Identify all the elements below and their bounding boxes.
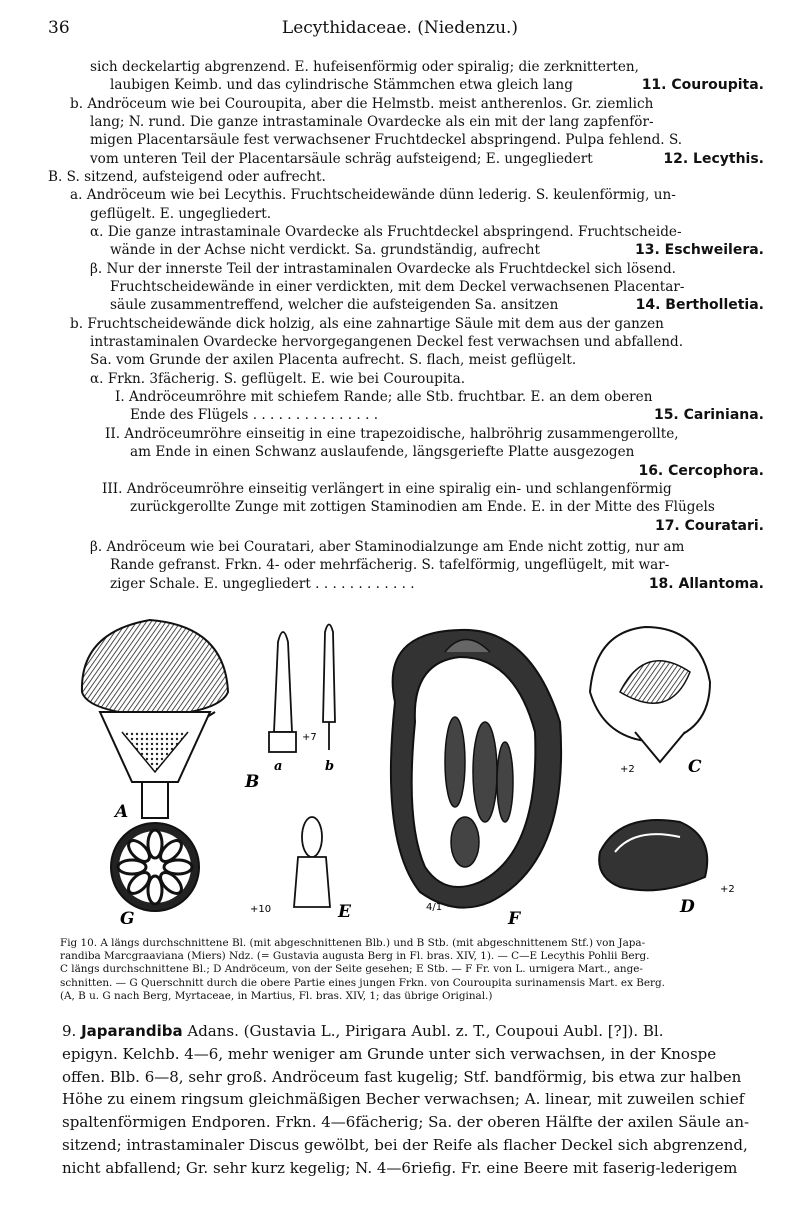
key-line: lang; N. rund. Die ganze intrastaminale Ovardecke als ein mit der lang zapfenför- xyxy=(90,114,654,130)
key-line: migen Placentarsäule fest verwachsener Fruchtdeckel abspringend. Pulpa fehlend. S. xyxy=(90,132,683,148)
key-line: III. Andröceumröhre einseitig verlängert in eine spiralig ein- und schlangenförmig xyxy=(102,481,672,497)
key-line: b. Andröceum wie bei Couroupita, aber die Helmstb. meist antherenlos. Gr. ziemlich xyxy=(70,96,654,112)
label-a: a xyxy=(274,759,283,774)
label-G: G xyxy=(120,909,135,929)
body-line: epigyn. Kelchb. 4—6, mehr weniger am Grunde unter sich verwachsen, in der Knospe xyxy=(62,1044,717,1063)
body-line: spaltenförmigen Endporen. Frkn. 4—6fächerig; Sa. der oberen Hälfte der axilen Säule an- xyxy=(62,1113,750,1132)
key-line: zurückgerollte Zunge mit zottigen Staminodien am Ende. E. in der Mitte des Flügels xyxy=(130,499,715,515)
figure-caption xyxy=(60,937,764,1003)
mag-F: 4/1 xyxy=(426,902,443,913)
genus-description xyxy=(62,1020,764,1180)
page-header xyxy=(30,18,770,42)
body-line: Höhe zu einem ringsum gleichmäßigen Becher verwachsen; A. linear, mit zuweilen schief xyxy=(62,1090,745,1109)
mag-C: +2 xyxy=(620,764,635,775)
mag-D: +2 xyxy=(720,884,735,895)
page-number: 36 xyxy=(48,18,70,38)
key-genus-number: 16. Cercophora. xyxy=(638,463,764,479)
caption-line: randiba Marcgraaviana (Miers) Ndz. (= Gustavia augusta Berg in Fl. bras. XIV, 1). — C—E Lecythis Pohlii Berg. xyxy=(60,950,650,963)
body-line-first xyxy=(62,1020,764,1043)
key-line: Rande gefranst. Frkn. 4- oder mehrfächerig. S. tafelförmig, ungeflügelt, mit war- xyxy=(110,557,670,573)
figure-F-fruit xyxy=(391,630,561,908)
key-genus-number: 17. Couratari. xyxy=(654,518,764,534)
key-genus-number: 11. Couroupita. xyxy=(641,77,764,93)
label-C: C xyxy=(688,757,702,777)
body-line: nicht abfallend; Gr. sehr kurz kegelig; N. 4—6riefig. Fr. eine Beere mit faserig-lederigem xyxy=(62,1158,738,1177)
label-B: B xyxy=(245,772,260,792)
key-line: B. S. sitzend, aufsteigend oder aufrecht. xyxy=(48,169,326,185)
genus-name: Japarandiba xyxy=(81,1022,183,1040)
caption-line: (A, B u. G nach Berg, Myrtaceae, in Martius, Fl. bras. XIV, 1; das übrige Original.) xyxy=(60,989,493,1002)
running-title: Lecythidaceae. (Niedenzu.) xyxy=(281,18,519,38)
caption-line: schnitten. — G Querschnitt durch die obere Partie eines jungen Frkn. von Couroupita surinamensis Mart. ex Berg. xyxy=(60,976,665,989)
key-line: Ende des Flügels . . . . . . . . . . . . . . . xyxy=(130,407,379,423)
key-line: laubigen Keimb. und das cylindrische Stämmchen etwa gleich lang xyxy=(110,77,573,93)
key-genus-number: 14. Bertholletia. xyxy=(635,297,764,313)
label-D: D xyxy=(680,897,695,917)
label-A: A xyxy=(115,802,129,822)
figure-G-cross-section xyxy=(111,823,199,911)
figure-D-androecium xyxy=(599,820,707,890)
label-F: F xyxy=(508,909,521,929)
body-line: sitzend; intrastaminaler Discus gewölbt, bei der Reife als flacher Deckel sich abgrenzend, xyxy=(62,1135,748,1154)
genus-number: 9. xyxy=(62,1022,77,1040)
key-genus-number: 13. Eschweilera. xyxy=(634,242,764,258)
label-E: E xyxy=(338,902,351,922)
key-line: intrastaminalen Ovardecke hervorgegangenen Deckel fest verwachsen und abfallend. xyxy=(90,334,684,350)
key-line: β. Andröceum wie bei Couratari, aber Staminodialzunge am Ende nicht zottig, nur am xyxy=(90,539,685,555)
mag-b: +7 xyxy=(302,732,317,743)
key-line: α. Die ganze intrastaminale Ovardecke als Fruchtdeckel abspringend. Fruchtscheide- xyxy=(90,224,682,240)
figure-A-flower-section xyxy=(82,620,228,818)
key-line: geflügelt. E. ungegliedert. xyxy=(90,206,272,222)
key-line: vom unteren Teil der Placentarsäule schräg aufsteigend; E. ungegliedert xyxy=(90,151,593,167)
key-genus-number: 12. Lecythis. xyxy=(663,151,764,167)
mag-E: +10 xyxy=(250,904,272,915)
key-line: Fruchtscheidewände in einer verdickten, mit dem Deckel verwachsenen Placentar- xyxy=(110,279,685,295)
key-line: am Ende in einen Schwanz auslaufende, längsgeriefte Platte ausgezogen xyxy=(130,444,635,460)
key-line: α. Frkn. 3fächerig. S. geflügelt. E. wie bei Couroupita. xyxy=(90,371,466,387)
botanical-figure xyxy=(60,612,780,930)
key-line: ziger Schale. E. ungegliedert . . . . . . . . . . . . xyxy=(110,576,415,592)
figure-C-flower xyxy=(590,627,710,762)
key-genus-number: 18. Allantoma. xyxy=(648,576,764,592)
key-line: β. Nur der innerste Teil der intrastaminalen Ovardecke als Fruchtdeckel sich lösend. xyxy=(90,261,676,277)
body-line: Adans. (Gustavia L., Pirigara Aubl. z. T., Coupoui Aubl. [?]). Bl. xyxy=(182,1022,664,1040)
caption-line: C längs durchschnittene Bl.; D Andröceum, von der Seite gesehen; E Stb. — F Fr. von L. urnigera Mart., ange- xyxy=(60,963,643,976)
key-line: Sa. vom Grunde der axilen Placenta aufrecht. S. flach, meist geflügelt. xyxy=(90,352,577,368)
key-genus-number: 15. Cariniana. xyxy=(653,407,764,423)
key-line: a. Andröceum wie bei Lecythis. Fruchtscheidewände dünn lederig. S. keulenförmig, un- xyxy=(70,187,676,203)
key-line: b. Fruchtscheidewände dick holzig, als eine zahnartige Säule mit dem aus der ganzen xyxy=(70,316,664,332)
key-line: wände in der Achse nicht verdickt. Sa. grundständig, aufrecht xyxy=(110,242,540,258)
key-line: sich deckelartig abgrenzend. E. hufeisenförmig oder spiralig; die zerknitterten, xyxy=(90,59,639,75)
body-line: offen. Blb. 6—8, sehr groß. Andröceum fast kugelig; Stf. bandförmig, bis etwa zur halben xyxy=(62,1067,742,1086)
caption-line: Fig 10. A längs durchschnittene Bl. (mit abgeschnittenen Blb.) und B Stb. (mit abgeschnittenem Stf.) von Japa- xyxy=(60,937,646,949)
figure-E-stamen xyxy=(294,817,330,907)
key-line: I. Andröceumröhre mit schiefem Rande; alle Stb. fruchtbar. E. an dem oberen xyxy=(115,389,653,405)
label-b: b xyxy=(325,759,335,774)
key-line: säule zusammentreffend, welcher die aufsteigenden Sa. ansitzen xyxy=(110,297,559,313)
key-line: II. Andröceumröhre einseitig in eine trapezoidische, halbröhrig zusammengerollte, xyxy=(105,426,679,442)
